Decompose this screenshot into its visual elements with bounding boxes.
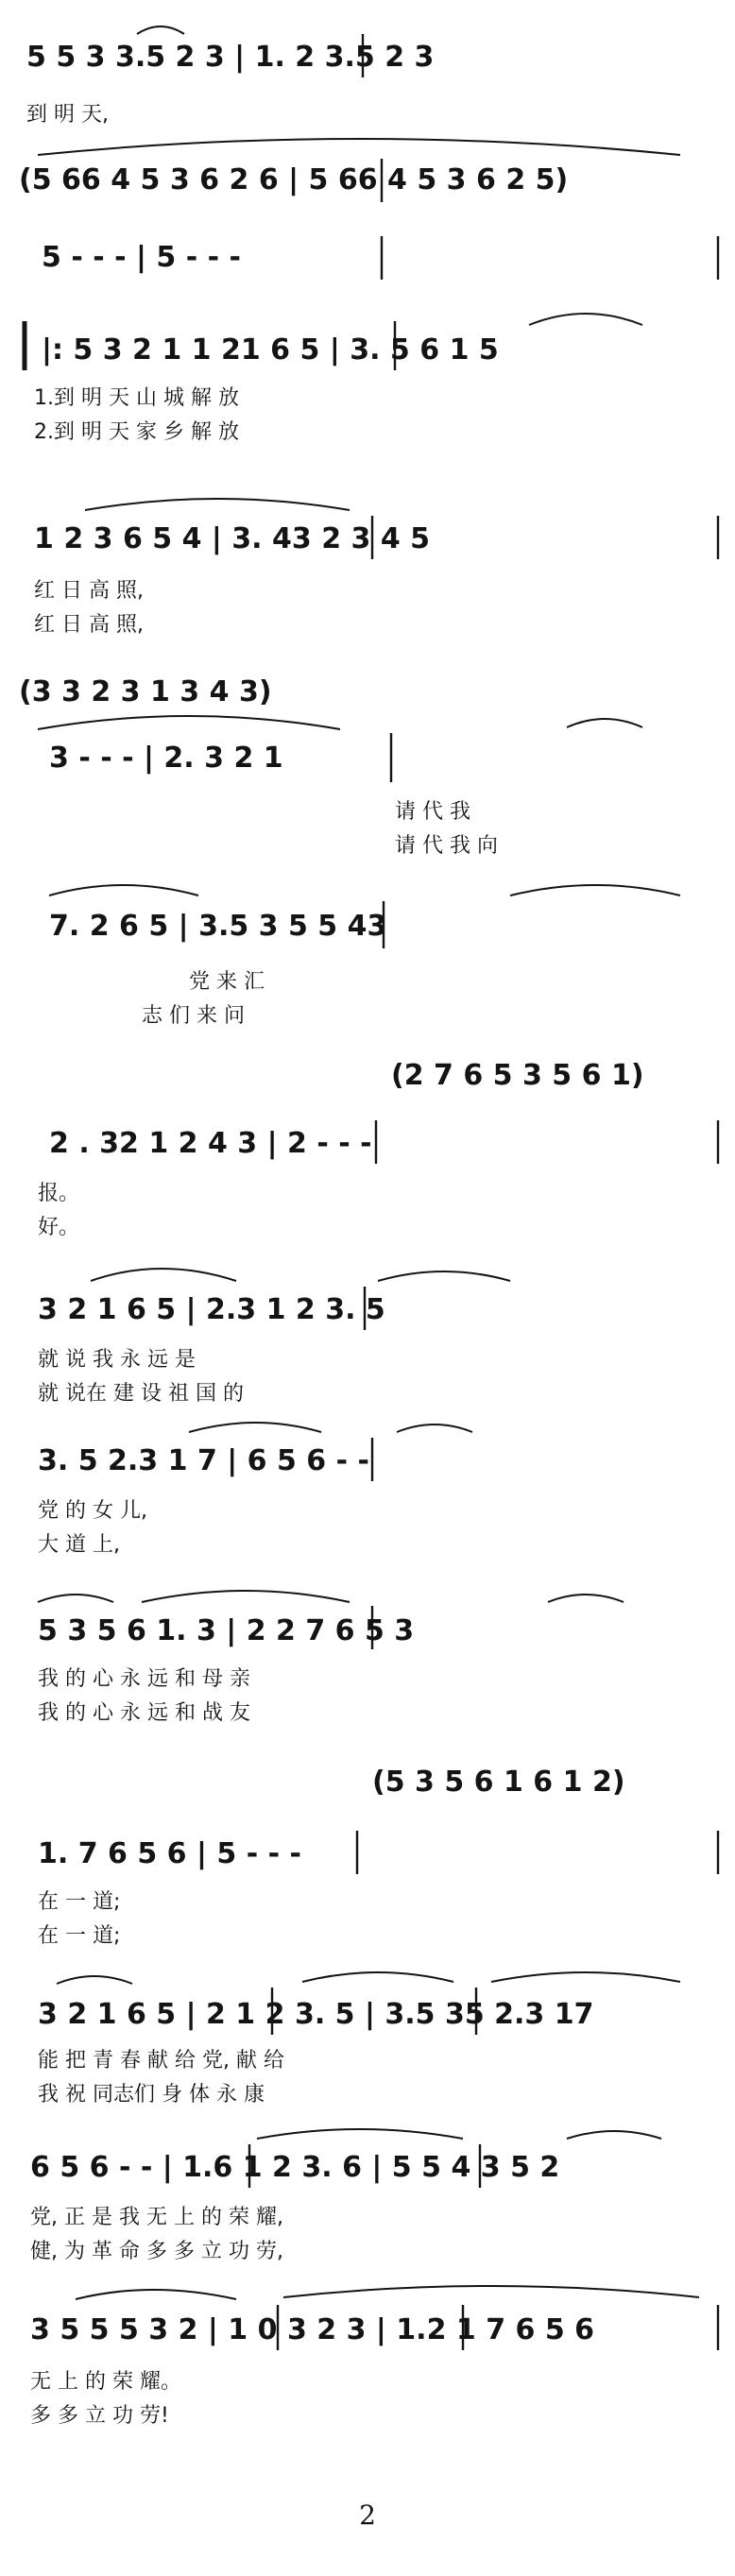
system-7 <box>38 716 642 858</box>
lyric-line: 请 代 我 <box>395 800 470 824</box>
slur <box>85 499 350 510</box>
system-16 <box>38 1972 680 2107</box>
slur <box>302 1972 453 1982</box>
lyric-line: 2.到 明 天 家 乡 解 放 <box>34 420 239 444</box>
slur <box>38 139 680 155</box>
slur <box>257 2129 463 2139</box>
system-2 <box>19 139 680 202</box>
notes-line: 3. 5 2.3 1 7 | 6 5 6 - - <box>38 1444 369 1477</box>
system-1 <box>26 26 434 127</box>
notes-line: 3 - - - | 2. 3 2 1 <box>49 742 283 775</box>
slur <box>38 716 340 729</box>
notes-line: 5 3 5 6 1. 3 | 2 2 7 6 5 3 <box>38 1614 415 1647</box>
lyric-line: 报。 <box>38 1182 80 1205</box>
slur <box>510 885 680 896</box>
lyric-line: 到 明 天, <box>26 103 109 127</box>
notes-line: (2 7 6 5 3 5 6 1) <box>391 1059 644 1092</box>
system-11 <box>38 1269 510 1406</box>
system-5 <box>34 499 718 637</box>
slur <box>567 719 642 727</box>
system-17 <box>30 2129 661 2263</box>
lyric-line: 红 日 高 照, <box>34 579 144 603</box>
lyric-line: 我 祝 同志们 身 体 永 康 <box>38 2083 265 2107</box>
notes-line: 1. 7 6 5 6 | 5 - - - <box>38 1837 301 1870</box>
slur <box>142 1591 350 1602</box>
notes-line: 3 2 1 6 5 | 2.3 1 2 3. 5 <box>38 1293 385 1326</box>
slur <box>529 314 642 325</box>
lyric-line: 党 的 女 儿, <box>38 1499 147 1523</box>
system-13 <box>38 1591 624 1725</box>
slur <box>189 1423 321 1432</box>
slur <box>91 1269 236 1281</box>
notes-line: (5 66 4 5 3 6 2 6 | 5 66 4 5 3 6 2 5) <box>19 163 569 196</box>
system-3 <box>42 236 718 280</box>
slur <box>491 1972 680 1982</box>
slur <box>378 1271 510 1281</box>
lyric-line: 就 说 我 永 远 是 <box>38 1348 196 1372</box>
notes-line: 5 5 3 3.5 2 3 | 1. 2 3.5 2 3 <box>26 41 435 74</box>
lyric-line: 就 说在 建 设 祖 国 的 <box>38 1382 244 1406</box>
system-14 <box>372 1766 625 1799</box>
lyric-line: 志 们 来 问 <box>142 1004 245 1028</box>
slur <box>57 1976 132 1984</box>
system-18 <box>30 2286 718 2428</box>
lyric-line: 大 道 上, <box>38 1533 120 1557</box>
system-10 <box>38 1120 718 1239</box>
notes-line: 3 5 5 5 3 2 | 1 0 3 2 3 | 1.2 1 7 6 5 6 <box>30 2313 595 2346</box>
system-8 <box>49 885 680 1028</box>
slur <box>567 2131 661 2139</box>
slur <box>137 26 184 34</box>
system-6 <box>19 675 272 708</box>
page-number: 2 <box>359 2499 376 2531</box>
slur <box>283 2286 699 2297</box>
lyric-line: 党 来 汇 <box>189 970 265 994</box>
lyric-line: 1.到 明 天 山 城 解 放 <box>34 386 239 410</box>
system-4 <box>25 314 642 444</box>
lyric-line: 在 一 道; <box>38 1890 121 1914</box>
lyric-line: 我 的 心 永 远 和 战 友 <box>38 1701 250 1725</box>
slur <box>49 885 198 896</box>
slur <box>397 1424 472 1432</box>
system-9 <box>391 1059 644 1092</box>
notes-line: 7. 2 6 5 | 3.5 3 5 5 43 <box>49 910 387 943</box>
lyric-line: 我 的 心 永 远 和 母 亲 <box>38 1667 250 1691</box>
lyric-line: 红 日 高 照, <box>34 613 144 637</box>
lyric-line: 能 把 青 春 献 给 党, 献 给 <box>38 2049 284 2073</box>
notes-line: (3 3 2 3 1 3 4 3) <box>19 675 272 708</box>
lyric-line: 多 多 立 功 劳! <box>30 2404 169 2428</box>
system-15 <box>38 1831 718 1948</box>
lyric-line: 在 一 道; <box>38 1924 121 1948</box>
system-12 <box>38 1423 472 1557</box>
notes-line: 1 2 3 6 5 4 | 3. 43 2 3 4 5 <box>34 522 431 555</box>
lyric-line: 健, 为 革 命 多 多 立 功 劳, <box>30 2240 283 2263</box>
slur <box>548 1595 624 1602</box>
lyric-line: 请 代 我 向 <box>395 834 498 858</box>
slur <box>76 2290 236 2299</box>
notes-line: (5 3 5 6 1 6 1 2) <box>372 1766 625 1799</box>
slur <box>38 1595 113 1602</box>
lyric-line: 党, 正 是 我 无 上 的 荣 耀, <box>30 2206 283 2229</box>
lyric-line: 好。 <box>38 1216 80 1239</box>
lyric-line: 无 上 的 荣 耀。 <box>30 2370 181 2394</box>
notes-line: |: 5 3 2 1 1 21 6 5 | 3. 5 6 1 5 <box>42 333 499 367</box>
notes-line: 2 . 32 1 2 4 3 | 2 - - - <box>49 1127 372 1160</box>
notes-line: 3 2 1 6 5 | 2 1 2 3. 5 | 3.5 35 2.3 17 <box>38 1998 594 2031</box>
notes-line: 5 - - - | 5 - - - <box>42 241 241 274</box>
notes-line: 6 5 6 - - | 1.6 1 2 3. 6 | 5 5 4 3 5 2 <box>30 2151 560 2184</box>
